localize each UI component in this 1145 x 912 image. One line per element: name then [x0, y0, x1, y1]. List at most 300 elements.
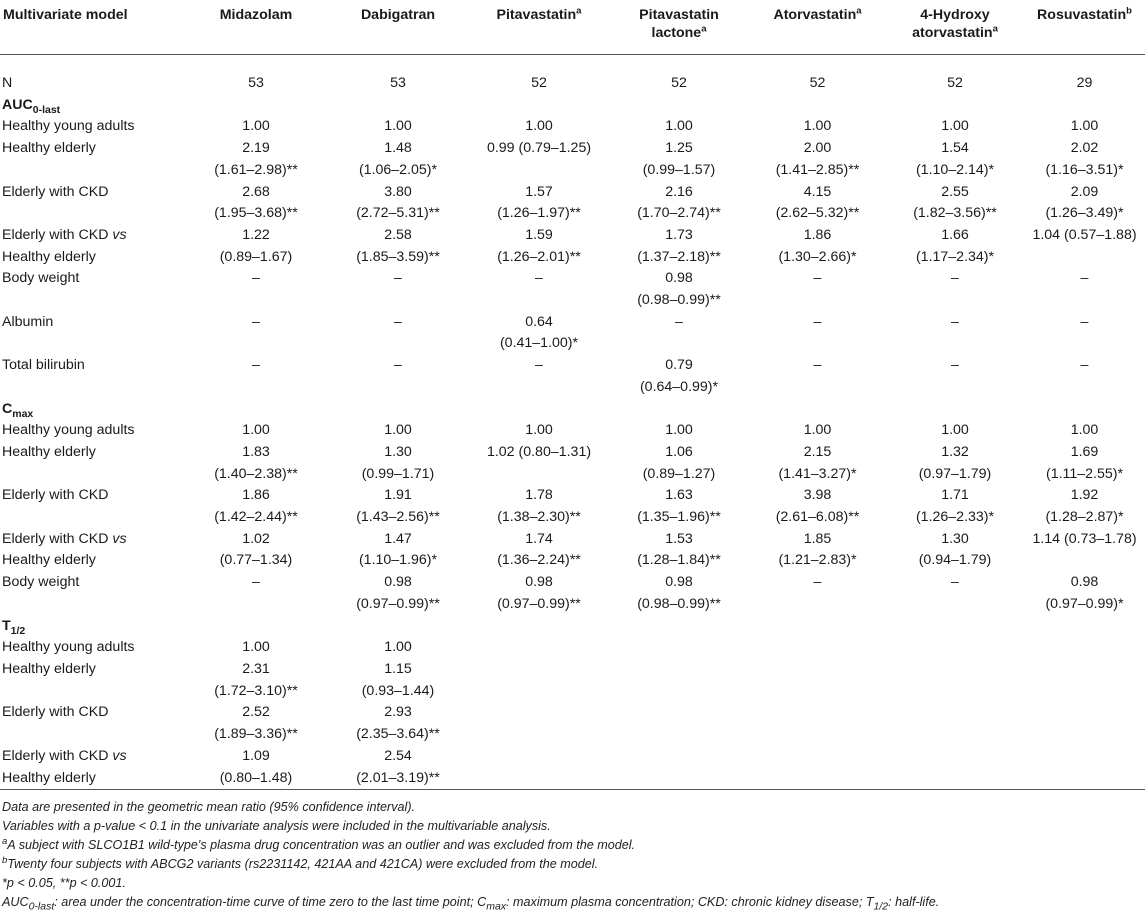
- table-cell: [185, 399, 327, 421]
- row-label: [0, 594, 185, 616]
- section-header-row: [0, 95, 1145, 117]
- table-cell: [609, 95, 749, 117]
- table-cell: [886, 659, 1024, 681]
- section-title: $T_{1/2}$: [2, 617, 26, 637]
- table-cell: (2.72–5.31)**: [356, 205, 440, 222]
- table-cell: [886, 702, 1024, 724]
- table-cell: (1.21–2.83)*: [778, 552, 857, 569]
- table-cell: [749, 702, 886, 724]
- table-cell: 1.00: [384, 422, 412, 439]
- table-cell: 1.00: [242, 639, 270, 656]
- row-label: Healthy elderly: [2, 552, 96, 569]
- table-cell: [1024, 659, 1145, 681]
- row-label: [0, 507, 185, 529]
- table-cell: (0.99–1.57): [642, 161, 716, 178]
- table-cell: (1.72–3.10)**: [214, 682, 298, 699]
- table-cell: 52: [947, 75, 963, 91]
- row-label: [0, 290, 185, 312]
- row-label: Healthy young adults: [2, 118, 135, 135]
- table-cell: [609, 746, 749, 768]
- row-label: Elderly with CKD: [2, 487, 109, 504]
- table-cell: 1.00: [1070, 118, 1099, 135]
- table-cell: –: [252, 270, 260, 287]
- footnote-b: $^b$Twenty four subjects with ABCG2 variants (rs2231142, 421AA and 421CA) were excluded from the model.: [2, 854, 599, 871]
- section-title: $C_{max}$: [2, 400, 34, 420]
- table-cell: [749, 95, 886, 117]
- table-row: [0, 550, 1145, 572]
- header-pitavastatin-lactone: Pitavastatin lactone$^a$: [639, 7, 719, 41]
- table-cell: 1.32: [941, 443, 969, 460]
- table-cell: 0.98: [665, 270, 693, 287]
- table-cell: [886, 290, 1024, 312]
- header-rosuvastatin: Rosuvastatin$^b$: [1037, 5, 1132, 23]
- table-cell: 1.71: [941, 487, 969, 504]
- table-cell: [185, 290, 327, 312]
- table-cell: 1.00: [941, 118, 969, 135]
- row-label: Elderly with CKD vs: [2, 530, 127, 547]
- table-cell: 1.54: [941, 140, 969, 157]
- table-cell: [327, 95, 469, 117]
- row-label: Healthy elderly: [2, 248, 96, 265]
- table-cell: (1.95–3.68)**: [214, 205, 298, 222]
- row-label: [0, 160, 185, 182]
- table-cell: (1.37–2.18)**: [637, 248, 721, 265]
- row-label: Body weight: [2, 574, 80, 591]
- table-cell: 1.30: [941, 530, 969, 547]
- row-label: Albumin: [2, 313, 54, 330]
- table-cell: [609, 724, 749, 746]
- table-cell: (2.61–6.08)**: [775, 509, 860, 526]
- table-cell: (1.43–2.56)**: [356, 509, 440, 526]
- table-cell: [886, 377, 1024, 399]
- table-cell: 2.09: [1070, 183, 1099, 200]
- table-row: [0, 594, 1145, 616]
- table-cell: 1.47: [384, 530, 412, 547]
- row-label: Healthy elderly: [0, 768, 185, 790]
- table-cell: (0.80–1.48): [185, 768, 327, 790]
- table-row: [0, 116, 1145, 138]
- table-cell: [609, 637, 749, 659]
- table-cell: 2.31: [242, 660, 270, 677]
- table-row: [0, 485, 1145, 507]
- table-cell: 1.00: [803, 118, 832, 135]
- table-row: [0, 225, 1145, 247]
- row-label: N: [2, 75, 13, 91]
- row-label: [0, 203, 185, 225]
- table-cell: –: [951, 313, 959, 330]
- table-row: [0, 768, 1145, 790]
- header-model: Multivariate model: [3, 7, 128, 23]
- row-label: [0, 377, 185, 399]
- table-cell: 1.02: [242, 530, 270, 547]
- table-cell: [749, 724, 886, 746]
- table-cell: (0.97–1.79): [918, 465, 992, 482]
- table-row: [0, 529, 1145, 551]
- table-cell: [469, 746, 609, 768]
- footnote-abbreviations: $AUC_{0-last}$: area under the concentration-time curve of time zero to the last time point; $C_{max}$: maximum plasma concentration; CKD: chronic kidney disease; $T_{1/2}$: half-life.: [2, 894, 940, 912]
- table-row: [0, 659, 1145, 681]
- row-label: [0, 464, 185, 486]
- footnote-variables: Variables with a p-value < 0.1 in the univariate analysis were included in the multivariable analysis.: [2, 819, 551, 834]
- table-cell: (2.01–3.19)**: [327, 768, 469, 790]
- table-cell: (1.70–2.74)**: [637, 205, 721, 222]
- table-cell: (1.06–2.05)*: [358, 161, 438, 178]
- table-cell: [1024, 637, 1145, 659]
- table-cell: [749, 659, 886, 681]
- table-cell: [469, 702, 609, 724]
- table-row: [0, 702, 1145, 724]
- table-cell: [1024, 616, 1145, 638]
- table-cell: [327, 399, 469, 421]
- table-cell: (1.89–3.36)**: [214, 726, 298, 743]
- table-cell: [609, 333, 749, 355]
- table-cell: 1.92: [1070, 487, 1099, 504]
- header-atorvastatin: Atorvastatin$^a$: [773, 5, 862, 23]
- table-cell: 0.98: [1070, 574, 1099, 591]
- table-cell: [886, 616, 1024, 638]
- table-cell: [886, 95, 1024, 117]
- table-cell: 1.83: [242, 443, 270, 460]
- table-cell: [1024, 768, 1145, 790]
- table-row: [0, 290, 1145, 312]
- table-cell: [749, 637, 886, 659]
- table-cell: (1.40–2.38)**: [214, 465, 298, 482]
- table-cell: –: [813, 313, 822, 330]
- table-cell: 1.86: [242, 487, 270, 504]
- table-cell: 29: [1076, 75, 1093, 91]
- table-cell: 52: [531, 75, 547, 91]
- table-row: [0, 420, 1145, 442]
- table-cell: [185, 616, 327, 638]
- row-label: Total bilirubin: [2, 357, 85, 374]
- table-cell: 1.78: [525, 487, 553, 504]
- table-cell: [469, 377, 609, 399]
- table-cell: [469, 637, 609, 659]
- table-cell: [469, 290, 609, 312]
- table-cell: [609, 768, 749, 790]
- table-cell: 1.53: [665, 530, 693, 547]
- table-cell: [749, 290, 886, 312]
- table-row: [0, 138, 1145, 160]
- table-cell: [469, 160, 609, 182]
- table-cell: (1.61–2.98)**: [214, 161, 298, 178]
- table-cell: 1.57: [525, 183, 553, 200]
- table-cell: [1024, 377, 1145, 399]
- header-pitavastatin: Pitavastatin$^a$: [496, 5, 582, 23]
- table-cell: [609, 702, 749, 724]
- table-cell: [185, 594, 327, 616]
- table-cell: 0.64: [525, 313, 553, 330]
- table-cell: [886, 746, 1024, 768]
- table-row: [0, 203, 1145, 225]
- table-row: [0, 572, 1145, 594]
- table-row: [0, 746, 1145, 768]
- footnote-ratio: Data are presented in the geometric mean ratio (95% confidence interval).: [2, 800, 416, 815]
- row-label: [0, 724, 185, 746]
- table-cell: 1.86: [803, 226, 832, 243]
- row-label: [0, 681, 185, 703]
- table-cell: 53: [248, 75, 264, 91]
- table-cell: –: [813, 357, 822, 374]
- table-cell: [327, 377, 469, 399]
- table-row: [0, 247, 1145, 269]
- table-cell: 1.69: [1070, 443, 1099, 460]
- table-cell: [469, 464, 609, 486]
- table-cell: 2.00: [803, 140, 832, 157]
- table-cell: (0.99–1.71): [361, 465, 435, 482]
- table-cell: [749, 681, 886, 703]
- table-cell: [1024, 399, 1145, 421]
- row-label: Healthy elderly: [2, 660, 96, 677]
- table-cell: [886, 333, 1024, 355]
- table-cell: [749, 768, 886, 790]
- table-row: [0, 268, 1145, 290]
- table-cell: [609, 681, 749, 703]
- table-cell: (1.26–2.01)**: [497, 248, 581, 265]
- row-label: Healthy elderly: [2, 140, 96, 157]
- table-cell: 1.00: [242, 422, 270, 439]
- table-cell: –: [951, 270, 959, 287]
- table-cell: (0.89–1.27): [642, 465, 716, 482]
- table-cell: 52: [671, 75, 687, 91]
- header-dabigatran: Dabigatran: [360, 7, 436, 23]
- table-row: [0, 182, 1145, 204]
- table-cell: [1024, 746, 1145, 768]
- table-cell: 1.14 (0.73–1.78): [1032, 530, 1137, 547]
- table-cell: 1.85: [803, 530, 832, 547]
- table-cell: –: [394, 357, 402, 374]
- table-cell: –: [675, 313, 683, 330]
- table-cell: [469, 681, 609, 703]
- table-cell: (1.85–3.59)**: [356, 248, 440, 265]
- table-cell: [749, 399, 886, 421]
- row-label: Elderly with CKD vs: [2, 747, 127, 764]
- table-cell: 1.48: [384, 140, 412, 157]
- table-cell: 1.30: [384, 443, 412, 460]
- table-cell: [1024, 681, 1145, 703]
- table-cell: (1.16–3.51)*: [1045, 161, 1124, 178]
- row-label: Elderly with CKD: [2, 183, 109, 200]
- table-cell: [886, 399, 1024, 421]
- table-row: [0, 333, 1145, 355]
- table-cell: –: [394, 270, 402, 287]
- table-cell: (1.42–2.44)**: [214, 509, 298, 526]
- table-cell: [1024, 550, 1145, 572]
- header-midazolam: Midazolam: [219, 7, 293, 23]
- table-cell: [1024, 247, 1145, 269]
- table-cell: (1.30–2.66)*: [778, 248, 857, 265]
- table-cell: [1024, 290, 1145, 312]
- table-cell: 2.93: [384, 704, 412, 721]
- table-cell: 1.00: [1070, 422, 1099, 439]
- table-cell: 0.98: [665, 574, 693, 591]
- table-cell: (0.97–0.99)**: [356, 595, 440, 612]
- table-cell: [749, 594, 886, 616]
- table-cell: [185, 333, 327, 355]
- table-row: [0, 681, 1145, 703]
- table-cell: –: [813, 574, 822, 591]
- table-cell: –: [535, 357, 543, 374]
- table-cell: (1.26–2.33)*: [915, 509, 995, 526]
- table-cell: (0.41–1.00)*: [499, 335, 579, 352]
- table-row: [0, 637, 1145, 659]
- row-label: Healthy young adults: [2, 639, 135, 656]
- table-cell: [1024, 724, 1145, 746]
- table-cell: (0.97–0.99)**: [497, 595, 581, 612]
- table-row: [0, 724, 1145, 746]
- table-cell: –: [813, 270, 822, 287]
- table-cell: 1.00: [941, 422, 969, 439]
- table-cell: –: [951, 574, 959, 591]
- table-cell: 1.74: [525, 530, 553, 547]
- table-row: [0, 464, 1145, 486]
- table-cell: (1.11–2.55)*: [1045, 465, 1124, 482]
- table-cell: (1.10–2.14)*: [915, 161, 995, 178]
- table-cell: [886, 724, 1024, 746]
- table-cell: 2.15: [803, 443, 832, 460]
- row-label: Elderly with CKD: [2, 704, 109, 721]
- table-cell: 52: [809, 75, 826, 91]
- table-cell: [886, 594, 1024, 616]
- table-cell: (2.35–3.64)**: [356, 726, 440, 743]
- table-cell: [886, 681, 1024, 703]
- table-cell: 1.00: [384, 639, 412, 656]
- row-label: Body weight: [2, 270, 80, 287]
- table-cell: 0.98: [384, 574, 412, 591]
- table-cell: 2.54: [384, 747, 412, 764]
- table-cell: 0.99 (0.79–1.25): [486, 140, 592, 157]
- table-cell: (1.38–2.30)**: [497, 509, 581, 526]
- table-cell: 1.73: [665, 226, 693, 243]
- table-cell: 1.00: [665, 118, 693, 135]
- table-cell: [886, 768, 1024, 790]
- table-cell: 1.66: [941, 226, 969, 243]
- table-cell: [469, 768, 609, 790]
- table-cell: [1024, 95, 1145, 117]
- table-cell: (0.98–0.99)**: [637, 595, 721, 612]
- table-cell: [469, 724, 609, 746]
- table-cell: [886, 637, 1024, 659]
- table-row-n: [0, 55, 1145, 95]
- table-cell: [327, 616, 469, 638]
- table-cell: (1.28–2.87)*: [1045, 509, 1124, 526]
- table-row: [0, 507, 1145, 529]
- header-hydroxy-atorvastatin: 4-Hydroxy atorvastatin$^a$: [912, 7, 998, 41]
- table-cell: 1.63: [665, 487, 693, 504]
- table-row: [0, 160, 1145, 182]
- table-cell: 3.80: [384, 183, 412, 200]
- table-cell: (1.41–2.85)**: [775, 161, 860, 178]
- section-header-row: [0, 399, 1145, 421]
- table-cell: (0.77–1.34): [219, 552, 293, 569]
- table-cell: [469, 659, 609, 681]
- table-cell: [749, 377, 886, 399]
- table-cell: –: [1080, 313, 1089, 330]
- section-title: $AUC_{0-last}$: [2, 96, 61, 116]
- table-cell: (2.62–5.32)**: [775, 205, 860, 222]
- table-footnotes: [0, 790, 1145, 911]
- table-cell: 0.79: [665, 357, 693, 374]
- table-cell: 1.06: [665, 443, 693, 460]
- table-cell: 1.15: [384, 660, 412, 677]
- table-cell: 2.55: [941, 183, 969, 200]
- table-row: [0, 312, 1145, 334]
- table-cell: –: [394, 313, 402, 330]
- footnote-pvalue: *p < 0.05, **p < 0.001.: [2, 875, 126, 890]
- table-row: [0, 442, 1145, 464]
- table-cell: (0.94–1.79): [918, 552, 992, 569]
- table-cell: (0.89–1.67): [219, 248, 293, 265]
- table-cell: 4.15: [803, 183, 832, 200]
- table-cell: [469, 399, 609, 421]
- section-header-row: [0, 616, 1145, 638]
- table-cell: [185, 377, 327, 399]
- table-row: [0, 355, 1145, 377]
- table-cell: 1.00: [525, 118, 553, 135]
- table-cell: (1.28–1.84)**: [637, 552, 721, 569]
- table-cell: 53: [390, 75, 406, 91]
- table-cell: –: [252, 574, 260, 591]
- table-cell: [469, 616, 609, 638]
- table-cell: –: [1080, 270, 1089, 287]
- table-cell: 2.68: [242, 183, 270, 200]
- table-cell: [185, 95, 327, 117]
- table-cell: (1.82–3.56)**: [913, 205, 997, 222]
- row-label: Healthy young adults: [2, 422, 135, 439]
- table-cell: 1.25: [665, 140, 693, 157]
- table-cell: [749, 333, 886, 355]
- table-cell: 1.59: [525, 226, 553, 243]
- table-cell: 2.16: [665, 183, 693, 200]
- table-cell: 1.00: [803, 422, 832, 439]
- table-cell: 2.58: [384, 226, 412, 243]
- row-label: Healthy elderly: [2, 443, 96, 460]
- table-cell: 1.04 (0.57–1.88): [1032, 226, 1137, 243]
- table-cell: 1.00: [384, 118, 412, 135]
- table-cell: [609, 659, 749, 681]
- row-label: [0, 333, 185, 355]
- table-cell: –: [252, 313, 260, 330]
- table-cell: [749, 746, 886, 768]
- table-cell: (1.26–3.49)*: [1045, 205, 1124, 222]
- table-cell: (1.10–1.96)*: [358, 552, 438, 569]
- table-cell: 2.52: [242, 704, 270, 721]
- footnote-a: $^a$A subject with SLCO1B1 wild-type's plasma drug concentration was an outlier and was excluded from the model.: [2, 835, 636, 853]
- table-cell: 1.00: [525, 422, 553, 439]
- table-cell: –: [1080, 357, 1089, 374]
- row-label: Elderly with CKD vs: [2, 226, 127, 243]
- table-cell: –: [951, 357, 959, 374]
- table-cell: –: [252, 357, 260, 374]
- table-cell: [609, 616, 749, 638]
- table-cell: [1024, 702, 1145, 724]
- table-cell: 0.98: [525, 574, 553, 591]
- table-cell: 2.19: [242, 140, 270, 157]
- table-cell: [327, 290, 469, 312]
- table-cell: 1.00: [665, 422, 693, 439]
- table-cell: (1.35–1.96)**: [637, 509, 721, 526]
- table-cell: [749, 616, 886, 638]
- table-cell: (1.26–1.97)**: [497, 205, 581, 222]
- table-cell: (1.41–3.27)*: [778, 465, 857, 482]
- table-cell: 2.02: [1070, 140, 1099, 157]
- table-cell: (0.93–1.44): [361, 682, 435, 699]
- table-cell: [327, 333, 469, 355]
- table-cell: (0.97–0.99)*: [1045, 595, 1124, 612]
- table-cell: 1.09: [242, 747, 270, 764]
- table-cell: [469, 95, 609, 117]
- table-cell: (1.36–2.24)**: [497, 552, 581, 569]
